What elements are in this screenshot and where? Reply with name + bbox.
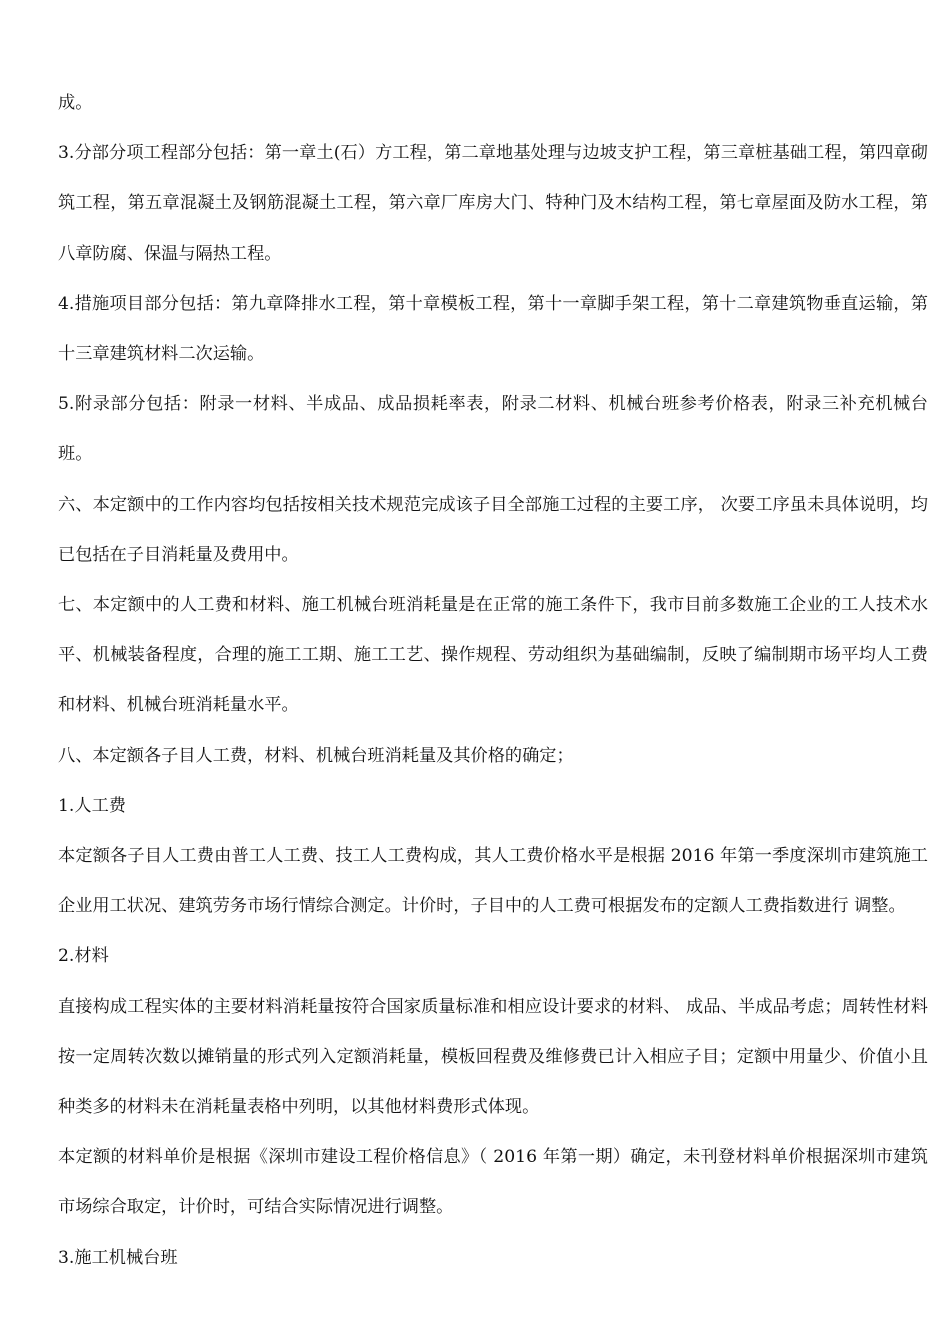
paragraph-materials-price: 本定额的材料单价是根据《深圳市建设工程价格信息》（ 2016 年第一期）确定，未刊登材料单价根据深圳市建筑市场综合取定，计价时，可结合实际情况进行调整。 — [58, 1147, 928, 1218]
paragraph-item-5-appendix: 5.附录部分包括：附录一材料、半成品、成品损耗率表，附录二材料、机械台班参考价格表，附录三补充机械台班。 — [58, 394, 928, 465]
paragraph-item-3-divisional-works: 3.分部分项工程部分包括：第一章土(石）方工程，第二章地基处理与边坡支护工程，第三章桩基础工程，第四章砌筑工程，第五章混凝土及钢筋混凝土工程，第六章厂库房大门、特种门及木结构工程，第七章屋面及防水工程，第八章防腐、保温与隔热工程。 — [58, 143, 928, 264]
document-body — [58, 78, 928, 1283]
paragraph-materials-consumption: 直接构成工程实体的主要材料消耗量按符合国家质量标准和相应设计要求的材料、 成品、半成品考虑；周转性材料按一定周转次数以摊销量的形式列入定额消耗量，模板回程费及维修费已计入相应子目；定额中用量少、价值小且种类多的材料未在消耗量表格中列明，以其他材料费形式体现。 — [58, 996, 928, 1118]
paragraph-section-6-work-content: 六、本定额中的工作内容均包括按相关技术规范完成该子目全部施工过程的主要工序， 次要工序虽未具体说明，均已包括在子目消耗量及费用中。 — [58, 494, 928, 565]
paragraph-continuation: 成。 — [58, 93, 93, 113]
paragraph-labor-cost: 本定额各子目人工费由普工人工费、技工人工费构成，其人工费价格水平是根据 2016 年第一季度深圳市建筑施工企业用工状况、建筑劳务市场行情综合测定。计价时，子目中的人工费可根据发布的定额人工费指数进行 调整。 — [58, 846, 928, 917]
paragraph-section-8-heading: 八、本定额各子目人工费，材料、机械台班消耗量及其价格的确定； — [58, 745, 574, 766]
paragraph-item-4-measures: 4.措施项目部分包括：第九章降排水工程，第十章模板工程，第十一章脚手架工程，第十二章建筑物垂直运输，第十三章建筑材料二次运输。 — [58, 293, 928, 365]
paragraph-section-7-consumption-basis: 七、本定额中的人工费和材料、施工机械台班消耗量是在正常的施工条件下，我市目前多数施工企业的工人技术水平、机械装备程度，合理的施工工期、施工工艺、操作规程、劳动组织为基础编制，反映了编制期市场平均人工费和材料、机械台班消耗量水平。 — [58, 595, 928, 716]
subheading-materials: 2.材料 — [58, 946, 109, 967]
subheading-labor-cost: 1.人工费 — [58, 795, 126, 816]
subheading-machinery: 3.施工机械台班 — [58, 1247, 178, 1268]
